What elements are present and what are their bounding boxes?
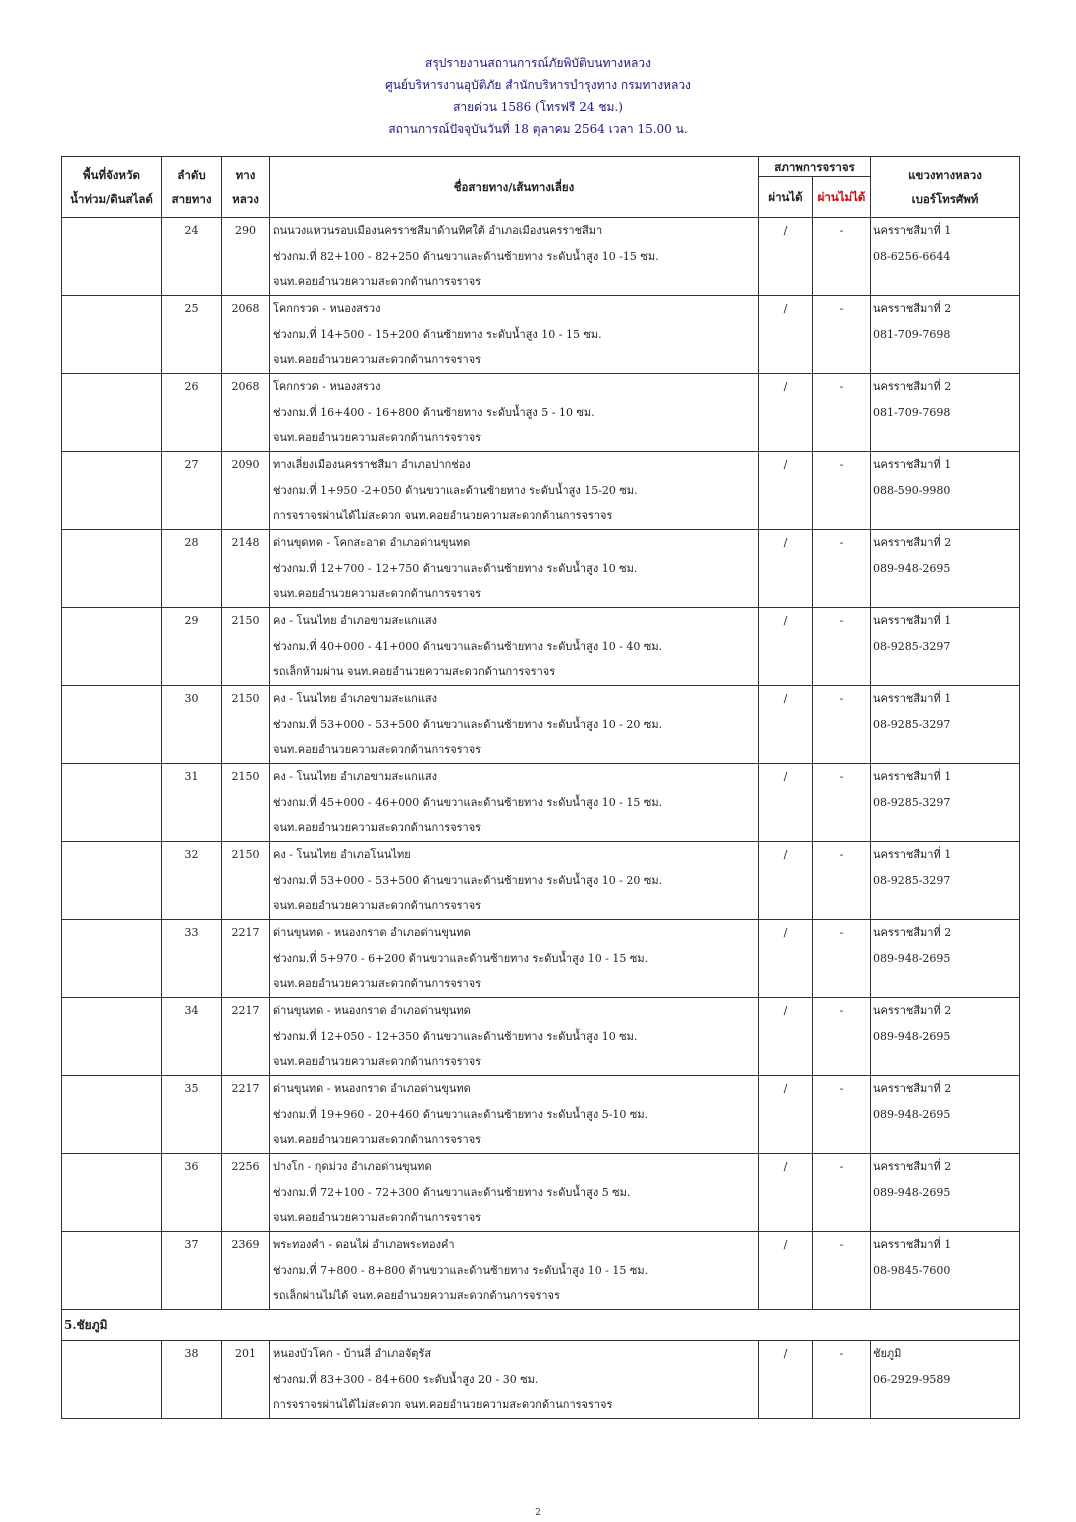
pass-cell — [759, 1341, 813, 1419]
route-cell — [270, 374, 759, 452]
nopass-mark: - — [839, 614, 844, 627]
route-name: คง - โนนไทย อำเภอขามสะแกแสง — [273, 692, 438, 705]
road-cell — [222, 530, 270, 608]
seq-cell — [162, 296, 222, 374]
route-name: ด่านขุดทด - โคกสะอาด อำเภอด่านขุนทด — [273, 536, 471, 549]
seq-number: 34 — [184, 1004, 199, 1017]
office-cell — [871, 218, 1020, 296]
area-cell — [62, 296, 162, 374]
road-number: 290 — [235, 224, 256, 237]
office-cell — [871, 842, 1020, 920]
pass-mark: / — [783, 1238, 788, 1251]
route-name: ด่านขุนทด - หนองกราด อำเภอด่านขุนทด — [273, 1082, 471, 1095]
pass-mark: / — [783, 380, 788, 393]
col-status-header: สภาพการจราจร — [759, 157, 871, 177]
table-row — [62, 374, 1020, 452]
office-phone: 08-9285-3297 — [873, 639, 951, 653]
col-road-header: ทาง หลวง — [222, 157, 270, 218]
office-name: นครราชสีมาที่ 1 — [873, 458, 952, 471]
road-number: 2068 — [231, 380, 260, 393]
office-phone: 089-948-2695 — [873, 561, 951, 575]
report-title: สรุปรายงานสถานการณ์ภัยพิบัติบนทางหลวง — [425, 56, 651, 70]
pass-cell — [759, 764, 813, 842]
nopass-cell — [813, 842, 871, 920]
road-cell — [222, 296, 270, 374]
office-phone: 089-948-2695 — [873, 1107, 951, 1121]
seq-number: 38 — [184, 1347, 199, 1360]
route-name: คง - โนนไทย อำเภอโนนไทย — [273, 848, 411, 861]
route-name: ปางโก - กุดม่วง อำเภอด่านขุนทด — [273, 1160, 432, 1173]
road-number: 2369 — [231, 1238, 260, 1251]
route-note: จนท.คอยอำนวยความสะดวกด้านการจราจร — [273, 977, 482, 990]
road-number: 2150 — [231, 770, 260, 783]
route-km-detail: ช่วงกม.ที่ 7+800 - 8+800 ด้านขวาและด้านซ้ายทาง ระดับน้ำสูง 10 - 15 ซม. — [273, 1263, 649, 1277]
route-cell — [270, 1076, 759, 1154]
route-cell — [270, 998, 759, 1076]
seq-number: 25 — [184, 302, 199, 315]
road-number: 2217 — [231, 1004, 260, 1017]
road-number: 2068 — [231, 302, 260, 315]
route-name: พระทองคำ - ดอนไผ่ อำเภอพระทองคำ — [273, 1238, 455, 1251]
route-name: ถนนวงแหวนรอบเมืองนครราชสีมาด้านทิศใต้ อำเภอเมืองนครราชสีมา — [273, 224, 603, 237]
road-cell — [222, 1232, 270, 1310]
report-org: ศูนย์บริหารงานอุบัติภัย สำนักบริหารบำรุงทาง กรมทางหลวง — [385, 78, 691, 92]
area-cell — [62, 608, 162, 686]
office-phone: 088-590-9980 — [873, 483, 951, 497]
table-row — [62, 686, 1020, 764]
route-km-detail: ช่วงกม.ที่ 12+700 - 12+750 ด้านขวาและด้านซ้ายทาง ระดับน้ำสูง 10 ซม. — [273, 561, 638, 575]
table-row — [62, 842, 1020, 920]
road-cell — [222, 1154, 270, 1232]
road-number: 2217 — [231, 1082, 260, 1095]
office-name: นครราชสีมาที่ 1 — [873, 224, 952, 237]
pass-mark: / — [783, 458, 788, 471]
seq-cell — [162, 998, 222, 1076]
route-name: โคกกรวด - หนองสรวง — [273, 302, 381, 315]
nopass-mark: - — [839, 848, 844, 861]
nopass-mark: - — [839, 926, 844, 939]
section-title: 5.ชัยภูมิ — [62, 1310, 1020, 1341]
pass-mark: / — [783, 302, 788, 315]
route-note: รถเล็กผ่านไม่ได้ จนท.คอยอำนวยความสะดวกด้านการจราจร — [273, 1289, 560, 1302]
nopass-cell — [813, 374, 871, 452]
pass-cell — [759, 608, 813, 686]
report-hotline: สายด่วน 1586 (โทรฟรี 24 ชม.) — [453, 100, 623, 114]
seq-cell — [162, 1232, 222, 1310]
road-cell — [222, 920, 270, 998]
road-number: 2217 — [231, 926, 260, 939]
pass-cell — [759, 296, 813, 374]
route-name: คง - โนนไทย อำเภอขามสะแกแสง — [273, 614, 438, 627]
office-name: นครราชสีมาที่ 1 — [873, 614, 952, 627]
area-cell — [62, 1076, 162, 1154]
office-name: นครราชสีมาที่ 1 — [873, 848, 952, 861]
seq-number: 35 — [184, 1082, 199, 1095]
road-number: 2256 — [231, 1160, 260, 1173]
area-cell — [62, 374, 162, 452]
office-name: นครราชสีมาที่ 1 — [873, 692, 952, 705]
area-cell — [62, 1232, 162, 1310]
office-name: นครราชสีมาที่ 2 — [873, 536, 952, 549]
area-cell — [62, 1154, 162, 1232]
area-cell — [62, 1341, 162, 1419]
pass-cell — [759, 842, 813, 920]
col-seq-header: ลำดับ สายทาง — [162, 157, 222, 218]
pass-mark: / — [783, 536, 788, 549]
office-phone: 08-9285-3297 — [873, 873, 951, 887]
table-row — [62, 998, 1020, 1076]
road-cell — [222, 764, 270, 842]
office-name: นครราชสีมาที่ 2 — [873, 1160, 952, 1173]
route-cell — [270, 1341, 759, 1419]
pass-cell — [759, 920, 813, 998]
seq-number: 33 — [184, 926, 199, 939]
table-body — [62, 218, 1020, 1419]
table-row — [62, 1154, 1020, 1232]
pass-cell — [759, 1232, 813, 1310]
office-cell — [871, 530, 1020, 608]
pass-mark: / — [783, 692, 788, 705]
table-row — [62, 764, 1020, 842]
route-note: จนท.คอยอำนวยความสะดวกด้านการจราจร — [273, 431, 482, 444]
pass-mark: / — [783, 224, 788, 237]
nopass-mark: - — [839, 692, 844, 705]
office-cell — [871, 1076, 1020, 1154]
report-header — [0, 52, 1076, 140]
nopass-mark: - — [839, 1082, 844, 1095]
route-name: ทางเลี่ยงเมืองนครราชสีมา อำเภอปากช่อง — [273, 458, 471, 471]
nopass-cell — [813, 1076, 871, 1154]
road-cell — [222, 998, 270, 1076]
road-number: 2148 — [231, 536, 260, 549]
seq-cell — [162, 842, 222, 920]
route-cell — [270, 842, 759, 920]
road-cell — [222, 218, 270, 296]
pass-cell — [759, 686, 813, 764]
seq-number: 32 — [184, 848, 199, 861]
col-pass-header: ผ่านได้ — [759, 177, 813, 218]
nopass-mark: - — [839, 770, 844, 783]
seq-cell — [162, 1076, 222, 1154]
route-cell — [270, 608, 759, 686]
pass-cell — [759, 998, 813, 1076]
seq-number: 27 — [184, 458, 199, 471]
road-cell — [222, 686, 270, 764]
seq-cell — [162, 452, 222, 530]
seq-cell — [162, 920, 222, 998]
nopass-cell — [813, 452, 871, 530]
pass-mark: / — [783, 848, 788, 861]
area-cell — [62, 842, 162, 920]
seq-number: 26 — [184, 380, 199, 393]
seq-cell — [162, 764, 222, 842]
seq-number: 31 — [184, 770, 199, 783]
nopass-mark: - — [839, 380, 844, 393]
area-cell — [62, 452, 162, 530]
table-row — [62, 218, 1020, 296]
route-note: จนท.คอยอำนวยความสะดวกด้านการจราจร — [273, 353, 482, 366]
nopass-cell — [813, 1154, 871, 1232]
route-note: การจราจรผ่านได้ไม่สะดวก จนท.คอยอำนวยความสะดวกด้านการจราจร — [273, 1398, 613, 1411]
route-km-detail: ช่วงกม.ที่ 82+100 - 82+250 ด้านขวาและด้านซ้ายทาง ระดับน้ำสูง 10 -15 ซม. — [273, 249, 659, 263]
pass-cell — [759, 374, 813, 452]
route-km-detail: ช่วงกม.ที่ 14+500 - 15+200 ด้านซ้ายทาง ระดับน้ำสูง 10 - 15 ซม. — [273, 327, 602, 341]
office-name: นครราชสีมาที่ 2 — [873, 1004, 952, 1017]
office-name: นครราชสีมาที่ 2 — [873, 1082, 952, 1095]
route-note: จนท.คอยอำนวยความสะดวกด้านการจราจร — [273, 1133, 482, 1146]
area-cell — [62, 764, 162, 842]
route-km-detail: ช่วงกม.ที่ 45+000 - 46+000 ด้านขวาและด้านซ้ายทาง ระดับน้ำสูง 10 - 15 ซม. — [273, 795, 663, 809]
road-cell — [222, 1341, 270, 1419]
nopass-mark: - — [839, 1004, 844, 1017]
col-route-header: ชื่อสายทาง/เส้นทางเลี่ยง — [270, 157, 759, 218]
route-note: จนท.คอยอำนวยความสะดวกด้านการจราจร — [273, 899, 482, 912]
road-cell — [222, 452, 270, 530]
table-row — [62, 1232, 1020, 1310]
office-cell — [871, 1341, 1020, 1419]
road-cell — [222, 608, 270, 686]
office-cell — [871, 452, 1020, 530]
pass-mark: / — [783, 1160, 788, 1173]
route-note: จนท.คอยอำนวยความสะดวกด้านการจราจร — [273, 275, 482, 288]
area-cell — [62, 998, 162, 1076]
route-name: ด่านขุนทด - หนองกราด อำเภอด่านขุนทด — [273, 1004, 471, 1017]
office-cell — [871, 998, 1020, 1076]
road-cell — [222, 374, 270, 452]
pass-cell — [759, 452, 813, 530]
nopass-mark: - — [839, 536, 844, 549]
route-km-detail: ช่วงกม.ที่ 53+000 - 53+500 ด้านขวาและด้านซ้ายทาง ระดับน้ำสูง 10 - 20 ซม. — [273, 717, 663, 731]
office-phone: 08-9285-3297 — [873, 717, 951, 731]
nopass-mark: - — [839, 302, 844, 315]
route-km-detail: ช่วงกม.ที่ 19+960 - 20+460 ด้านขวาและด้านซ้ายทาง ระดับน้ำสูง 5-10 ซม. — [273, 1107, 649, 1121]
pass-mark: / — [783, 770, 788, 783]
seq-cell — [162, 374, 222, 452]
office-cell — [871, 920, 1020, 998]
office-cell — [871, 608, 1020, 686]
office-cell — [871, 1232, 1020, 1310]
route-name: หนองบัวโคก - บ้านลี่ อำเภอจัตุรัส — [273, 1347, 432, 1360]
table-row — [62, 296, 1020, 374]
office-phone: 06-2929-9589 — [873, 1372, 951, 1386]
route-km-detail: ช่วงกม.ที่ 83+300 - 84+600 ระดับน้ำสูง 20 - 30 ซม. — [273, 1372, 539, 1386]
pass-mark: / — [783, 614, 788, 627]
office-phone: 089-948-2695 — [873, 1029, 951, 1043]
office-name: นครราชสีมาที่ 1 — [873, 770, 952, 783]
pass-mark: / — [783, 1004, 788, 1017]
section-row — [62, 1310, 1020, 1341]
seq-cell — [162, 1341, 222, 1419]
office-name: ชัยภูมิ — [873, 1347, 902, 1360]
office-name: นครราชสีมาที่ 2 — [873, 926, 952, 939]
report-timestamp: สถานการณ์ปัจจุบันวันที่ 18 ตุลาคม 2564 เวลา 15.00 น. — [388, 122, 688, 136]
col-office-header: แขวงทางหลวง เบอร์โทรศัพท์ — [871, 157, 1020, 218]
road-number: 201 — [235, 1347, 256, 1360]
area-cell — [62, 218, 162, 296]
nopass-mark: - — [839, 1160, 844, 1173]
area-cell — [62, 920, 162, 998]
page-number: 2 — [535, 1508, 541, 1518]
route-note: จนท.คอยอำนวยความสะดวกด้านการจราจร — [273, 587, 482, 600]
seq-number: 28 — [184, 536, 199, 549]
road-cell — [222, 842, 270, 920]
pass-mark: / — [783, 1347, 788, 1360]
pass-cell — [759, 1076, 813, 1154]
nopass-cell — [813, 608, 871, 686]
route-cell — [270, 218, 759, 296]
nopass-cell — [813, 686, 871, 764]
route-km-detail: ช่วงกม.ที่ 40+000 - 41+000 ด้านขวาและด้านซ้ายทาง ระดับน้ำสูง 10 - 40 ซม. — [273, 639, 663, 653]
route-note: รถเล็กห้ามผ่าน จนท.คอยอำนวยความสะดวกด้านการจราจร — [273, 665, 556, 678]
road-number: 2150 — [231, 614, 260, 627]
nopass-cell — [813, 1232, 871, 1310]
seq-cell — [162, 686, 222, 764]
nopass-cell — [813, 218, 871, 296]
pass-cell — [759, 1154, 813, 1232]
office-name: นครราชสีมาที่ 2 — [873, 380, 952, 393]
route-name: ด่านขุนทด - หนองกราด อำเภอด่านขุนทด — [273, 926, 471, 939]
route-km-detail: ช่วงกม.ที่ 53+000 - 53+500 ด้านขวาและด้านซ้ายทาง ระดับน้ำสูง 10 - 20 ซม. — [273, 873, 663, 887]
route-cell — [270, 1154, 759, 1232]
route-km-detail: ช่วงกม.ที่ 72+100 - 72+300 ด้านขวาและด้านซ้ายทาง ระดับน้ำสูง 5 ซม. — [273, 1185, 631, 1199]
seq-number: 37 — [184, 1238, 199, 1251]
seq-number: 36 — [184, 1160, 199, 1173]
route-cell — [270, 530, 759, 608]
table-row — [62, 920, 1020, 998]
seq-number: 30 — [184, 692, 199, 705]
nopass-cell — [813, 296, 871, 374]
seq-cell — [162, 218, 222, 296]
route-km-detail: ช่วงกม.ที่ 1+950 -2+050 ด้านขวาและด้านซ้ายทาง ระดับน้ำสูง 15-20 ซม. — [273, 483, 638, 497]
route-note: จนท.คอยอำนวยความสะดวกด้านการจราจร — [273, 743, 482, 756]
road-cell — [222, 1076, 270, 1154]
route-note: จนท.คอยอำนวยความสะดวกด้านการจราจร — [273, 821, 482, 834]
nopass-mark: - — [839, 1347, 844, 1360]
nopass-cell — [813, 920, 871, 998]
route-name: คง - โนนไทย อำเภอขามสะแกแสง — [273, 770, 438, 783]
nopass-cell — [813, 530, 871, 608]
office-cell — [871, 764, 1020, 842]
seq-number: 29 — [184, 614, 199, 627]
route-cell — [270, 920, 759, 998]
office-cell — [871, 296, 1020, 374]
office-phone: 08-9285-3297 — [873, 795, 951, 809]
route-note: จนท.คอยอำนวยความสะดวกด้านการจราจร — [273, 1211, 482, 1224]
nopass-cell — [813, 764, 871, 842]
office-phone: 081-709-7698 — [873, 327, 951, 341]
office-phone: 08-9845-7600 — [873, 1263, 951, 1277]
area-cell — [62, 530, 162, 608]
seq-cell — [162, 1154, 222, 1232]
route-cell — [270, 296, 759, 374]
route-cell — [270, 764, 759, 842]
office-phone: 089-948-2695 — [873, 1185, 951, 1199]
pass-cell — [759, 218, 813, 296]
office-name: นครราชสีมาที่ 1 — [873, 1238, 952, 1251]
nopass-mark: - — [839, 1238, 844, 1251]
office-phone: 089-948-2695 — [873, 951, 951, 965]
area-cell — [62, 686, 162, 764]
route-cell — [270, 452, 759, 530]
route-cell — [270, 686, 759, 764]
table-row — [62, 1076, 1020, 1154]
office-cell — [871, 1154, 1020, 1232]
seq-cell — [162, 530, 222, 608]
seq-number: 24 — [184, 224, 199, 237]
road-number: 2150 — [231, 692, 260, 705]
road-number: 2150 — [231, 848, 260, 861]
table-row — [62, 608, 1020, 686]
col-area-header: พื้นที่จังหวัด น้ำท่วม/ดินสไลด์ — [62, 157, 162, 218]
route-name: โคกกรวด - หนองสรวง — [273, 380, 381, 393]
road-number: 2090 — [231, 458, 260, 471]
office-phone: 081-709-7698 — [873, 405, 951, 419]
col-nopass-header: ผ่านไม่ได้ — [813, 177, 871, 218]
office-name: นครราชสีมาที่ 2 — [873, 302, 952, 315]
office-phone: 08-6256-6644 — [873, 249, 951, 263]
office-cell — [871, 374, 1020, 452]
route-note: การจราจรผ่านได้ไม่สะดวก จนท.คอยอำนวยความสะดวกด้านการจราจร — [273, 509, 613, 522]
route-note: จนท.คอยอำนวยความสะดวกด้านการจราจร — [273, 1055, 482, 1068]
situation-table — [61, 156, 1020, 1419]
nopass-cell — [813, 998, 871, 1076]
nopass-mark: - — [839, 458, 844, 471]
nopass-mark: - — [839, 224, 844, 237]
pass-mark: / — [783, 926, 788, 939]
route-cell — [270, 1232, 759, 1310]
route-km-detail: ช่วงกม.ที่ 5+970 - 6+200 ด้านขวาและด้านซ้ายทาง ระดับน้ำสูง 10 - 15 ซม. — [273, 951, 649, 965]
office-cell — [871, 686, 1020, 764]
pass-cell — [759, 530, 813, 608]
pass-mark: / — [783, 1082, 788, 1095]
nopass-cell — [813, 1341, 871, 1419]
route-km-detail: ช่วงกม.ที่ 16+400 - 16+800 ด้านซ้ายทาง ระดับน้ำสูง 5 - 10 ซม. — [273, 405, 595, 419]
route-km-detail: ช่วงกม.ที่ 12+050 - 12+350 ด้านขวาและด้านซ้ายทาง ระดับน้ำสูง 10 ซม. — [273, 1029, 638, 1043]
table-row — [62, 452, 1020, 530]
seq-cell — [162, 608, 222, 686]
table-row — [62, 530, 1020, 608]
table-row — [62, 1341, 1020, 1419]
